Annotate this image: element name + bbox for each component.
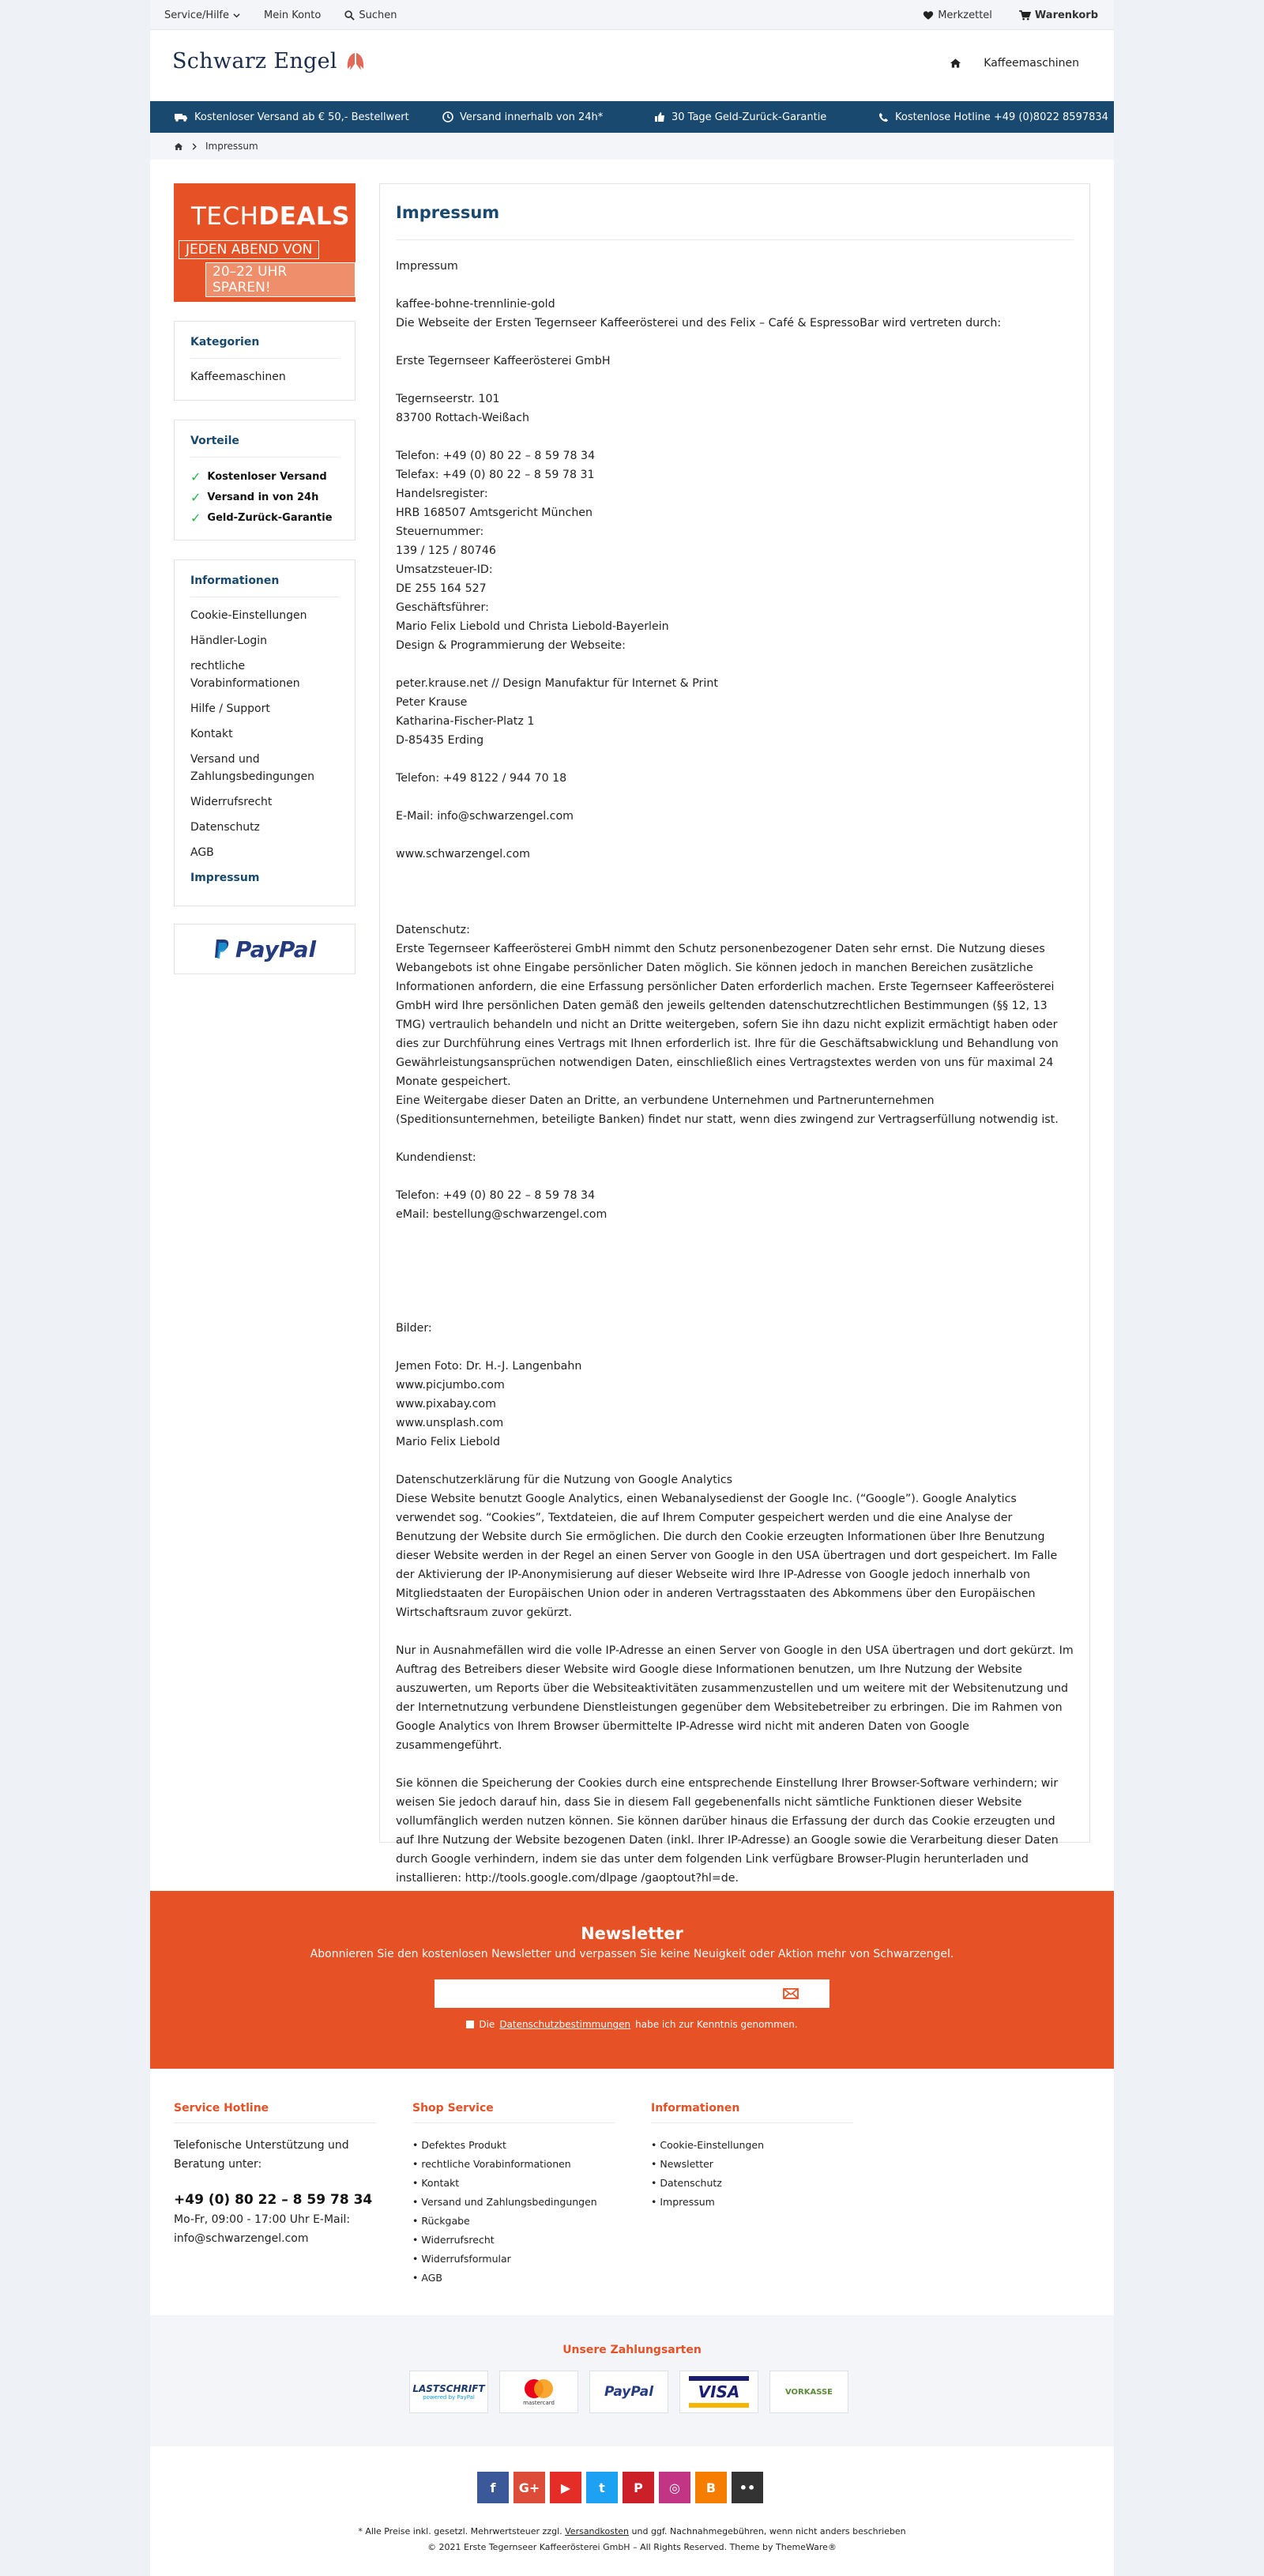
footer-info <box>651 2102 853 2212</box>
advantage-label: Geld-Zurück-Garantie <box>207 512 333 524</box>
privacy-consent <box>150 2019 1114 2030</box>
chevron-down-icon <box>233 12 240 19</box>
payment-vorkasse <box>769 2371 848 2413</box>
bullet: • <box>412 2234 422 2246</box>
bullet: • <box>651 2196 660 2208</box>
twitter-icon[interactable]: t <box>586 2472 618 2503</box>
advantages-title: Vorteile <box>190 435 339 458</box>
blogger-icon[interactable]: B <box>695 2472 727 2503</box>
bullet: • <box>412 2196 422 2208</box>
bottom-footer <box>150 2446 1114 2576</box>
content-line: Mario Felix Liebold und Christa Liebold-Bayerlein <box>396 620 669 633</box>
envelope-icon <box>783 1988 799 1999</box>
cart-link[interactable] <box>1019 9 1098 21</box>
advantage-item <box>190 467 339 488</box>
payment-visa <box>679 2371 758 2413</box>
footer-link-label: AGB <box>421 2272 442 2284</box>
banner-line2: 20–22 UHR SPAREN! <box>205 262 356 297</box>
home-icon[interactable] <box>950 58 961 69</box>
footer-link-label: rechtliche Vorabinformationen <box>421 2158 571 2170</box>
impressum-text <box>396 257 1075 1907</box>
legal-pre: * Alle Preise inkl. gesetzl. Mehrwertsteuer zzgl. <box>358 2526 562 2536</box>
divider <box>396 239 1074 240</box>
content-line: eMail: bestellung@schwarzengel.com <box>396 1208 608 1221</box>
content-line: www.picjumbo.com <box>396 1379 505 1392</box>
footer-link[interactable] <box>651 2155 853 2174</box>
advantage-item <box>190 508 339 529</box>
paragraph-gap <box>396 864 1075 883</box>
thumbs-up-icon <box>654 111 665 122</box>
paypal-label: PayPal <box>235 936 317 962</box>
content-line: Datenschutz: <box>396 924 470 936</box>
footer-link-label: Defektes Produkt <box>421 2139 506 2151</box>
content-line: DE 255 164 527 <box>396 582 487 595</box>
banner-title <box>191 202 350 231</box>
chevron-right-icon <box>191 143 198 150</box>
bullet: • <box>412 2215 422 2227</box>
logo[interactable] <box>172 49 367 73</box>
paragraph-gap <box>396 1755 1075 1774</box>
page-title: Impressum <box>396 203 500 222</box>
footer-info-title: Informationen <box>651 2102 853 2123</box>
footer-hotline-text: Telefonische Unterstützung und Beratung unter: <box>174 2139 349 2171</box>
content-line: Katharina-Fischer-Platz 1 <box>396 715 535 728</box>
paragraph-gap <box>396 371 1075 390</box>
newsletter-email-input[interactable] <box>434 1979 752 2008</box>
paypal-badge[interactable] <box>174 924 356 974</box>
content-line: Design & Programmierung der Webseite: <box>396 639 626 652</box>
usp-hotline-label: Kostenlose Hotline +49 (0)8022 8597834 <box>895 111 1108 123</box>
flickr-icon[interactable]: •• <box>732 2472 763 2503</box>
footer-link[interactable] <box>412 2155 615 2174</box>
paragraph-gap <box>396 276 1075 295</box>
info-title: Informationen <box>190 574 339 597</box>
visa-label: VISA <box>689 2376 750 2408</box>
advantage-item <box>190 488 339 508</box>
copyright: © 2021 Erste Tegernseer Kaffeerösterei GmbH – All Rights Reserved. Theme by ThemeWare® <box>427 2542 837 2552</box>
privacy-link[interactable]: Datenschutzbestimmungen <box>499 2019 631 2030</box>
content-line: kaffee-bohne-trennlinie-gold <box>396 298 555 311</box>
newsletter-submit-button[interactable] <box>752 1979 830 2008</box>
content-line: Jemen Foto: Dr. H.-J. Langenbahn <box>396 1360 582 1373</box>
content-line: Telefon: +49 (0) 80 22 – 8 59 78 34 <box>396 1189 596 1202</box>
nav-item-kaffeemaschinen[interactable]: Kaffeemaschinen <box>984 57 1079 70</box>
footer-link-label: Kontakt <box>421 2177 460 2189</box>
content-line: Die Webseite der Ersten Tegernseer Kaffeerösterei und des Felix – Café & EspressoBar wird vertreten durch: <box>396 317 1002 330</box>
footer-link-label: Rückgabe <box>421 2215 470 2227</box>
paragraph-gap <box>396 902 1075 921</box>
info-link-hilfe[interactable]: Hilfe / Support <box>190 702 270 715</box>
search-label: Suchen <box>359 9 397 21</box>
info-link-datenschutz[interactable]: Datenschutz <box>190 821 260 834</box>
newsletter-form <box>434 1979 830 2008</box>
footer-link[interactable] <box>412 2174 615 2193</box>
usp-bar <box>150 101 1114 133</box>
payment-logos <box>409 2371 848 2413</box>
paragraph-gap <box>396 1224 1075 1243</box>
techdeals-banner[interactable] <box>174 183 356 302</box>
content-line: D-85435 Erding <box>396 734 484 747</box>
wishlist-label: Merkzettel <box>938 9 992 21</box>
google-plus-icon[interactable]: G+ <box>514 2472 545 2503</box>
categories-box <box>174 321 356 401</box>
paragraph-gap <box>396 750 1075 769</box>
content-line: Diese Website benutzt Google Analytics, einen Webanalysedienst der Google Inc. (“Google”). Google Analytics verwendet sog. “Cookies”, Textdateien, die auf Ihrem Computer gespeichert werden und die eine Analyse der Benutzung der Website durch Sie ermöglichen. Die durch den Cookie erzeugten Informationen über Ihre Benutzung dieser Website werden in der Regel an einen Server von Google in den USA übertragen und dort gespeichert. Im Falle der Aktivierung der IP-Anonymisierung auf dieser Webseite wird Ihre IP-Adresse von Google jedoch innerhalb von Mitgliedstaaten der Europäischen Union oder in anderen Vertragsstaaten des Abkommens über den Europäischen Wirtschaftsraum zuvor gekürzt. <box>396 1493 1058 1619</box>
banner-line1: JEDEN ABEND VON <box>179 240 319 259</box>
newsletter-title: Newsletter <box>581 1924 683 1943</box>
content-line: Telefon: +49 (0) 80 22 – 8 59 78 34 <box>396 450 596 462</box>
footer-hotline <box>174 2102 376 2248</box>
content-line: Erste Tegernseer Kaffeerösterei GmbH nimmt den Schutz personenbezogener Daten sehr ernst. Die Nutzung dieses Webangebots ist ohne Eingabe persönlicher Daten möglich. Sie können jedoch in manchen Bereichen zusätzliche Informationen anfordern, die eine Erfassung persönlicher Daten erforderlich machen. Erste Tegernseer Kaffeerösterei GmbH wird Ihre persönlichen Daten gemäß den jeweils geltenden datenschutzrechtlichen Bestimmungen (§§ 12, 13 TMG) vertraulich behandeln und nicht an Dritte weitergeben, sofern Sie ihn dazu nicht explizit ermächtigt haben oder dies zur Durchführung eines Vertrags mit Ihnen erforderlich ist. Ihre für die Geschäftsabwicklung und Behandlung von Gewährleistungsansprüchen notwendigen Daten, einschließlich eines Vertragstextes werden von uns für maximal 24 Monate gespeichert. <box>396 943 1059 1088</box>
footer-link[interactable] <box>412 2136 615 2155</box>
content-line: 83700 Rottach-Weißach <box>396 412 529 424</box>
advantage-label: Kostenloser Versand <box>207 471 327 483</box>
info-link-kontakt[interactable]: Kontakt <box>190 728 233 740</box>
privacy-pre: Die <box>479 2019 495 2030</box>
info-box <box>174 559 356 906</box>
paypal-icon <box>213 939 231 959</box>
newsletter-subtitle: Abonnieren Sie den kostenlosen Newsletter und verpassen Sie keine Neuigkeit oder Aktion mehr von Schwarzengel. <box>310 1948 954 1960</box>
cart-icon <box>1019 10 1031 21</box>
content-line: Steuernummer: <box>396 525 484 538</box>
info-link-agb[interactable]: AGB <box>190 846 214 859</box>
mastercard-icon <box>521 2378 557 2400</box>
footer-link-label: Versand und Zahlungsbedingungen <box>421 2196 597 2208</box>
versandkosten-link[interactable]: Versandkosten <box>565 2526 630 2536</box>
paragraph-gap <box>396 1452 1075 1471</box>
bullet: • <box>412 2253 422 2265</box>
content-line: www.pixabay.com <box>396 1398 496 1410</box>
heart-icon <box>923 10 934 21</box>
footer-link-label: Widerrufsformular <box>421 2253 511 2265</box>
content-line: Tegernseerstr. 101 <box>396 393 500 405</box>
footer-link[interactable] <box>412 2212 615 2231</box>
bullet: • <box>412 2272 422 2284</box>
footer-shop-service <box>412 2102 615 2288</box>
bullet: • <box>412 2139 422 2151</box>
footer-link[interactable] <box>651 2174 853 2193</box>
info-link-cookie[interactable]: Cookie-Einstellungen <box>190 609 307 622</box>
privacy-checkbox[interactable] <box>466 2021 474 2028</box>
content-line: E-Mail: info@schwarzengel.com <box>396 810 574 823</box>
info-link-vorabinformationen[interactable]: rechtliche Vorabinformationen <box>190 660 300 690</box>
clock-icon <box>442 111 453 122</box>
phone-icon <box>878 112 889 122</box>
lastschrift-sub: powered by PayPal <box>423 2394 475 2401</box>
paragraph-gap <box>396 655 1075 674</box>
footer-link-label: Cookie-Einstellungen <box>660 2139 765 2151</box>
check-icon: ✓ <box>190 469 201 484</box>
content-line: Peter Krause <box>396 696 468 709</box>
bullet: • <box>412 2177 422 2189</box>
usp-guarantee-label: 30 Tage Geld-Zurück-Garantie <box>672 111 827 123</box>
content-line: Sie können die Speicherung der Cookies durch eine entsprechende Einstellung Ihrer Browser-Software verhindern; wir weisen Sie jedoch darauf hin, dass Sie in diesem Fall gegebenenfalls nicht sämtliche Funktionen dieser Website vollumfänglich werden nutzen können. Sie können darüber hinaus die Erfassung der durch das Cookie erzeugten und auf Ihre Nutzung der Website bezogenen Daten (inkl. Ihrer IP-Adresse) an Google sowie die Verarbeitung dieser Daten durch Google verhindern, indem sie das unter dem folgenden Link verfügbare Browser-Plugin herunterladen und installieren: http://tools.google.com/dlpage /gaoptout?hl=de. <box>396 1777 1059 1885</box>
main-nav <box>950 57 1079 70</box>
content-line: www.schwarzengel.com <box>396 848 530 861</box>
angel-wings-icon <box>344 50 367 73</box>
wishlist-link[interactable] <box>923 9 992 21</box>
footer-info-list <box>651 2136 853 2212</box>
vorkasse-label: VORKASSE <box>784 2387 833 2397</box>
logo-text: Schwarz Engel <box>172 49 337 73</box>
home-icon[interactable] <box>174 142 183 151</box>
main-content <box>379 183 1090 1885</box>
payment-mastercard <box>499 2371 578 2413</box>
categories-title: Kategorien <box>190 336 339 359</box>
content-line: Datenschutzerklärung für die Nutzung von Google Analytics <box>396 1474 733 1486</box>
content-line: Umsatzsteuer-ID: <box>396 563 493 576</box>
header <box>150 30 1114 101</box>
top-bar <box>150 0 1114 30</box>
payment-paypal <box>589 2371 668 2413</box>
paragraph-gap <box>396 1338 1075 1357</box>
bullet: • <box>651 2177 660 2189</box>
advantages-box <box>174 420 356 540</box>
footer-link[interactable] <box>651 2193 853 2212</box>
facebook-icon[interactable]: f <box>477 2472 509 2503</box>
payments-title: Unsere Zahlungsarten <box>562 2344 702 2356</box>
sidebar <box>174 183 356 974</box>
banner-deals: DEALS <box>258 202 350 231</box>
content-line: Handelsregister: <box>396 488 488 500</box>
usp-delivery-label: Versand innerhalb von 24h* <box>460 111 604 123</box>
content-line: Impressum <box>396 260 458 273</box>
paypal-pay-label: PayPal <box>604 2384 654 2400</box>
youtube-icon[interactable]: ▶ <box>550 2472 581 2503</box>
service-label: Service/Hilfe <box>164 9 229 21</box>
bullet: • <box>651 2158 660 2170</box>
content-line: www.unsplash.com <box>396 1417 504 1429</box>
footer-shop-title: Shop Service <box>412 2102 615 2123</box>
payment-methods <box>150 2315 1114 2446</box>
category-kaffeemaschinen[interactable]: Kaffeemaschinen <box>190 371 286 383</box>
content-line: Telefax: +49 (0) 80 22 – 8 59 78 31 <box>396 469 595 481</box>
content-line: Eine Weitergabe dieser Daten an Dritte, an verbundene Unternehmen und Partnerunternehmen (Speditionsunternehmen, beteiligte Banken) findet nur statt, wenn dies zwingend zur Vertragserfüllung notwendig ist. <box>396 1094 1059 1126</box>
paragraph-gap <box>396 788 1075 807</box>
breadcrumb-current[interactable]: Impressum <box>205 141 258 152</box>
content-line <box>396 1281 1075 1300</box>
paragraph-gap <box>396 1129 1075 1148</box>
footer-hotline-title: Service Hotline <box>174 2102 376 2123</box>
advantage-label: Versand in von 24h <box>207 491 319 503</box>
legal-post: und ggf. Nachnahmegebühren, wenn nicht anders beschrieben <box>631 2526 906 2536</box>
usp-delivery <box>442 101 603 133</box>
paragraph-gap <box>396 1262 1075 1281</box>
info-link-widerrufsrecht[interactable]: Widerrufsrecht <box>190 796 273 808</box>
search-link[interactable] <box>344 9 397 21</box>
footer-shop-list <box>412 2136 615 2288</box>
content-line <box>396 1243 1075 1262</box>
paragraph-gap <box>396 333 1075 352</box>
social-links <box>477 2472 763 2503</box>
page <box>150 0 1114 2576</box>
account-link[interactable] <box>264 9 321 21</box>
paragraph-gap <box>396 1622 1075 1641</box>
paragraph-gap <box>396 826 1075 845</box>
content-line: peter.krause.net // Design Manufaktur für Internet & Print <box>396 677 718 690</box>
footer-link[interactable] <box>412 2193 615 2212</box>
content-line: Telefon: +49 8122 / 944 70 18 <box>396 772 567 785</box>
check-icon: ✓ <box>190 490 201 505</box>
info-link-versand[interactable]: Versand und Zahlungsbedingungen <box>190 753 315 783</box>
check-icon: ✓ <box>190 510 201 525</box>
mastercard-label: mastercard <box>523 2400 555 2406</box>
footer-columns <box>150 2069 1114 2315</box>
footer-link[interactable] <box>412 2231 615 2250</box>
content-line: Nur in Ausnahmefällen wird die volle IP-Adresse an einen Server von Google in den USA übertragen und dort gekürzt. Im Auftrag des Betreibers dieser Website wird Google diese Informationen benutzen, um Ihre Nutzung der Website auszuwerten, um Reports über die Websiteaktivitäten zusammenzustellen und um weitere mit der Websitenutzung und der Internetnutzung verbundene Dienstleistungen gegenüber dem Websitebetreiber zu erbringen. Die im Rahmen von Google Analytics von Ihrem Browser übermittelte IP-Adresse wird nicht mit anderen Daten von Google zusammengeführt. <box>396 1644 1074 1752</box>
search-icon <box>344 10 355 21</box>
footer-link-label: Newsletter <box>660 2158 713 2170</box>
footer-link[interactable] <box>651 2136 853 2155</box>
info-link-impressum[interactable]: Impressum <box>190 872 260 884</box>
content-line: Geschäftsführer: <box>396 601 489 614</box>
usp-shipping <box>174 101 409 133</box>
newsletter-section <box>150 1891 1114 2069</box>
content-line: Mario Felix Liebold <box>396 1436 501 1448</box>
paragraph-gap <box>396 1167 1075 1186</box>
content-line: 139 / 125 / 80746 <box>396 544 496 557</box>
legal-text <box>150 2524 1114 2555</box>
usp-shipping-label: Kostenloser Versand ab € 50,- Bestellwert <box>194 111 409 123</box>
content-line <box>396 883 1075 902</box>
privacy-post: habe ich zur Kenntnis genommen. <box>635 2019 798 2030</box>
breadcrumb <box>150 133 1114 160</box>
content-line: Bilder: <box>396 1322 432 1335</box>
account-label: Mein Konto <box>264 9 322 21</box>
pinterest-icon[interactable]: P <box>623 2472 654 2503</box>
content-line: Kundendienst: <box>396 1151 476 1164</box>
footer-hotline-phone[interactable]: +49 (0) 80 22 – 8 59 78 34 <box>174 2192 373 2208</box>
footer-link-label: Datenschutz <box>660 2177 722 2189</box>
footer-hotline-hours: Mo-Fr, 09:00 - 17:00 Uhr E-Mail: info@schwarzengel.com <box>174 2213 351 2245</box>
content-line: HRB 168507 Amtsgericht München <box>396 507 593 519</box>
bullet: • <box>412 2158 422 2170</box>
banner-tech: TECH <box>191 202 259 231</box>
footer-link-label: Widerrufsrecht <box>421 2234 495 2246</box>
paragraph-gap <box>396 1300 1075 1319</box>
usp-guarantee <box>654 101 826 133</box>
footer-link-label: Impressum <box>660 2196 715 2208</box>
lastschrift-label: LASTSCHRIFT <box>412 2383 485 2394</box>
footer-link[interactable] <box>412 2250 615 2269</box>
service-menu[interactable] <box>164 9 240 21</box>
payment-lastschrift <box>409 2371 488 2413</box>
truck-icon <box>174 112 188 122</box>
bullet: • <box>651 2139 660 2151</box>
instagram-icon[interactable]: ◎ <box>659 2472 690 2503</box>
footer-link[interactable] <box>412 2269 615 2288</box>
usp-hotline <box>878 101 1108 133</box>
cart-label: Warenkorb <box>1034 9 1098 21</box>
info-link-haendler-login[interactable]: Händler-Login <box>190 635 268 647</box>
paragraph-gap <box>396 427 1075 446</box>
content-line: Erste Tegernseer Kaffeerösterei GmbH <box>396 355 611 367</box>
